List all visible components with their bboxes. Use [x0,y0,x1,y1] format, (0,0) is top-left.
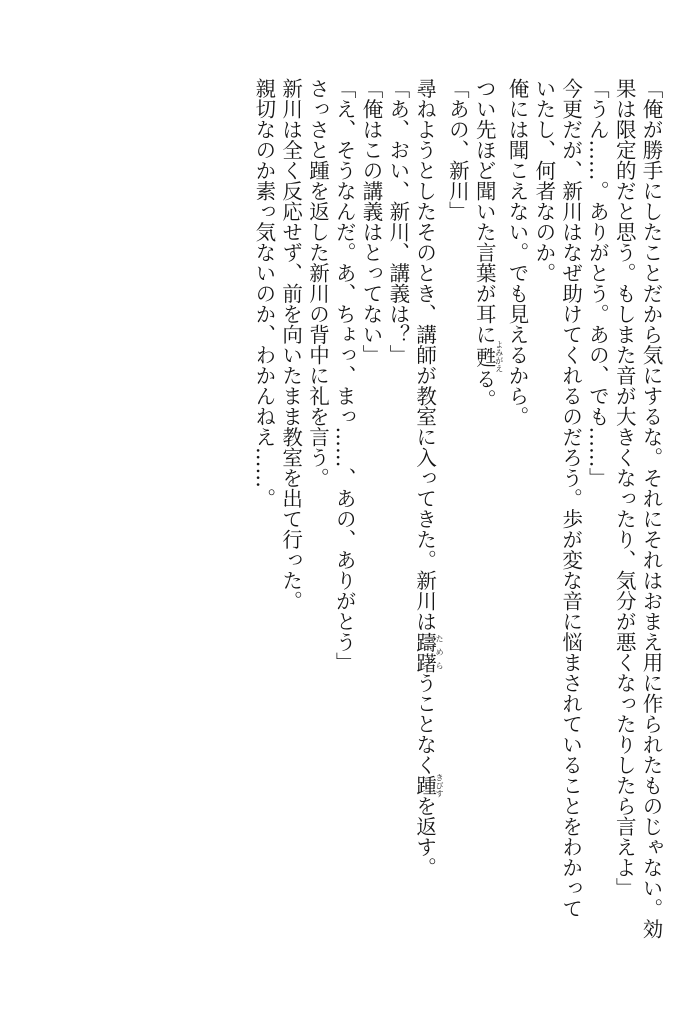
text-line-7-tail: る。 [472,368,497,410]
text-line-4: 今更だが、新川はなぜ助けてくれるのだろう。歩が変な音に悩まされていることをわかって [558,78,583,919]
text-line-14: 新川は全く反応せず、前を向いたまま教室を出て行った。 [278,78,303,611]
ruby-kibisu-reading: きびす [435,773,445,798]
text-line-11: 「俺はこの講義はとってない」 [359,78,384,365]
text-line-2: 果は限定的だと思う。もしまた音が大きくなったり、気分が悪くなったりしたら言えよ」 [612,78,637,898]
text-line-13: さっさと踵を返した新川の背中に礼を言う。 [305,78,330,488]
text-line-9-mid: うことなく [412,672,437,775]
vertical-text-block [250,78,664,958]
ruby-tamerau-base: 躊躇 [412,631,437,673]
text-line-1: 「俺が勝手にしたことだから気にするな。それにそれはおまえ用に作られたものじゃない。効 [639,78,663,939]
text-line-7-main: つい先ほど聞いた言葉が耳に [472,78,497,345]
text-line-12: 「え、そうなんだ。あ、ちょっ、まっ……、あの、ありがとう」 [332,78,357,673]
text-line-10: 「あ、おい、新川、講義は？」 [385,78,410,365]
ruby-yomigaeru [472,340,504,373]
text-line-15: 親切なのか素っ気ないのか、わかんねえ……。 [251,78,276,509]
ruby-kibisu-base: 踵 [412,773,437,798]
ruby-yomigaeru-base: 甦 [472,340,497,373]
text-line-9 [411,78,444,958]
ruby-tamerau-reading: ためら [435,631,445,673]
ruby-tamerau [412,631,445,673]
ruby-yomigaeru-reading: よみがえ [494,340,504,373]
text-line-3: 「うん……。ありがとう。あの、でも……」 [585,78,610,488]
text-line-9-main: 尋ねようとしたそのとき、講師が教室に入ってきた。新川は [412,78,437,632]
text-line-7 [470,78,503,958]
ruby-kibisu [412,773,445,798]
text-line-5: いたし、何者なのか。 [531,78,556,283]
text-line-6: 俺には聞こえない。でも見えるから。 [505,78,530,427]
text-line-9-tail: を返す。 [412,795,437,878]
text-line-8: 「あの、新川」 [445,78,470,222]
